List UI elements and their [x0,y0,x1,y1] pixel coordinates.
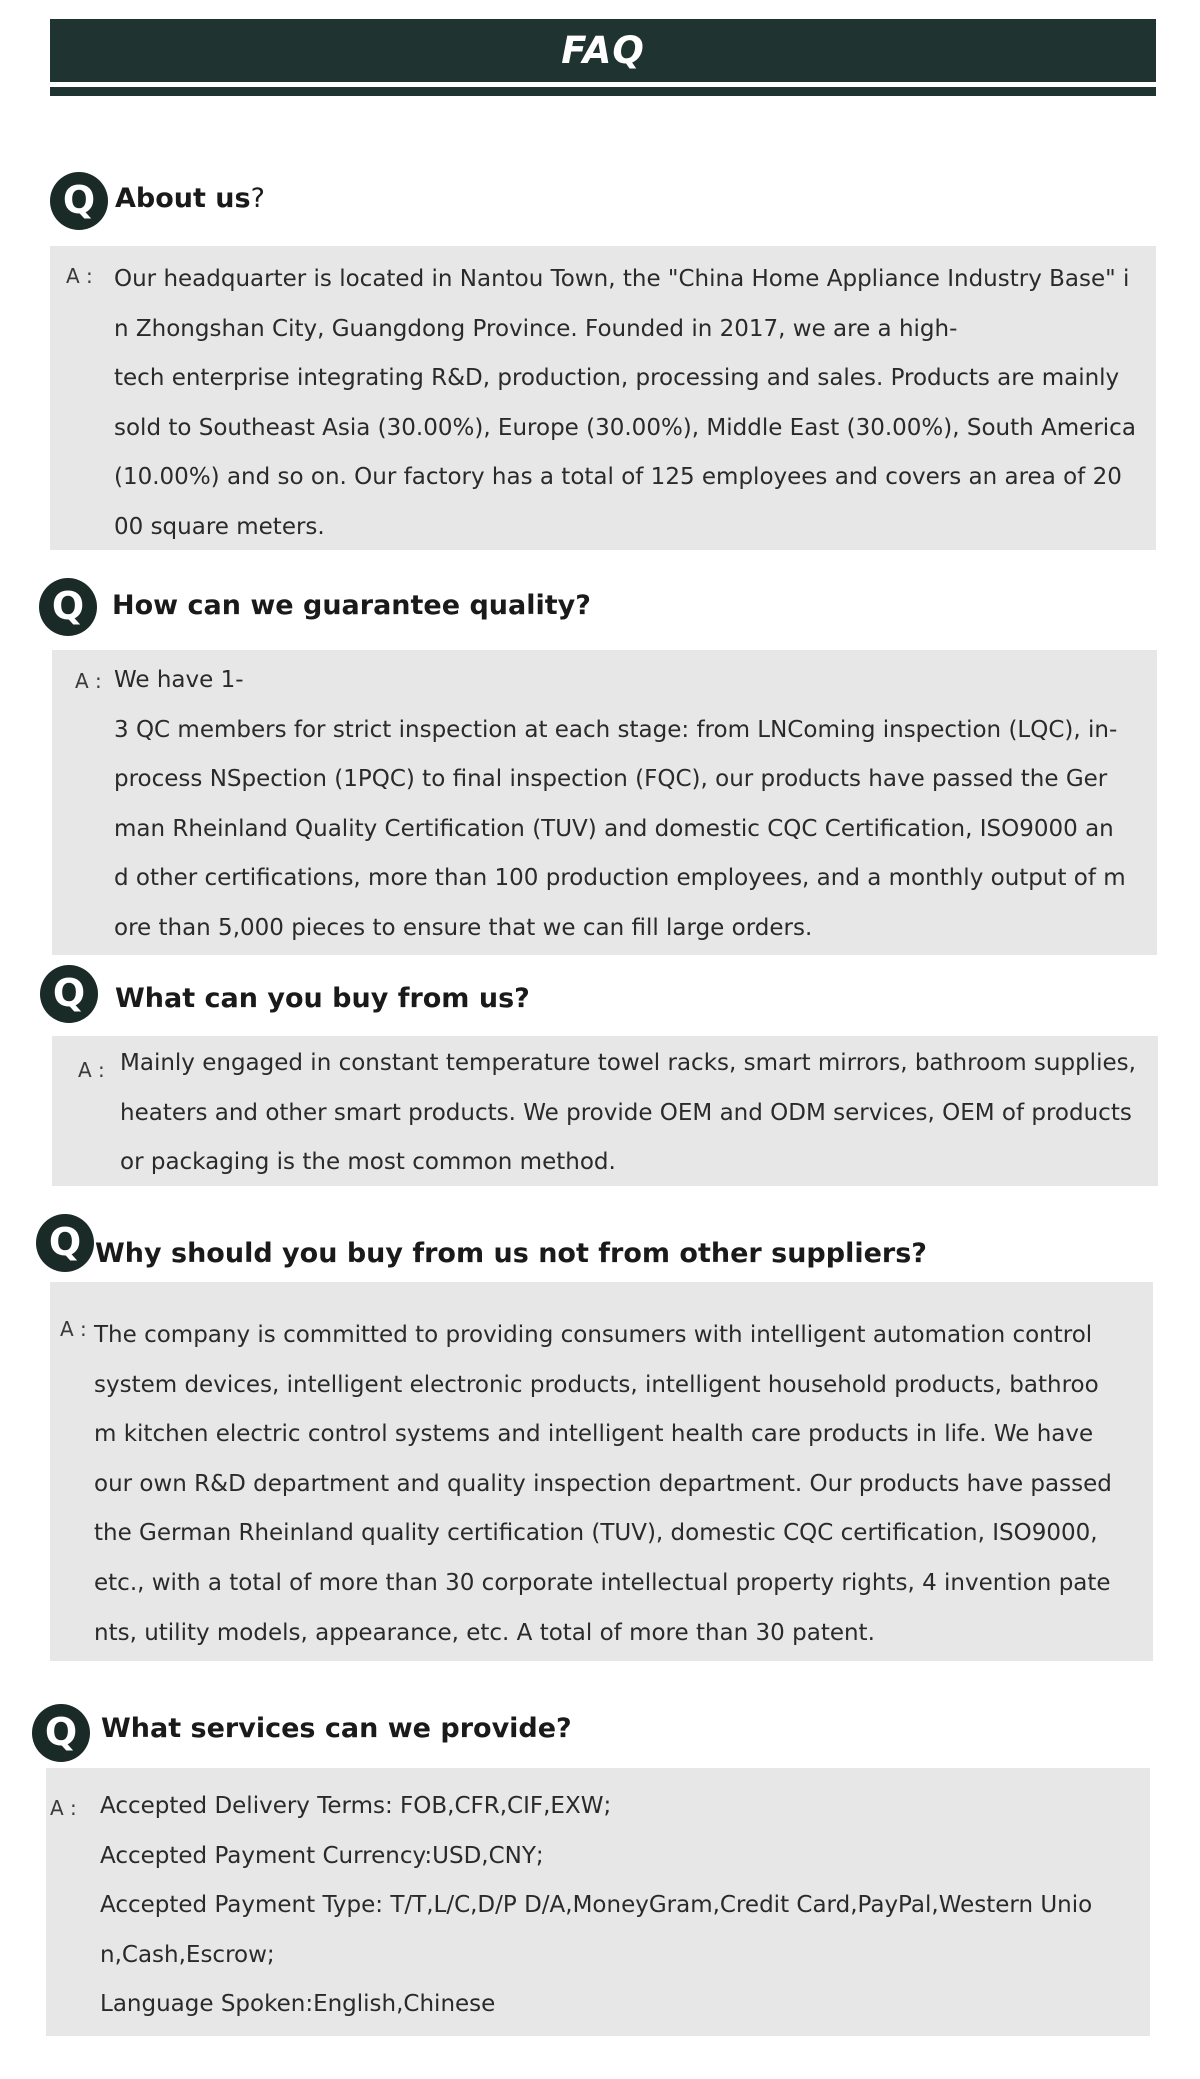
answer-label: A : [66,264,93,288]
faq-question-about-us: About us? [115,183,265,214]
answer-text: Our headquarter is located in Nantou Town, the "China Home Appliance Industry Base" i n Zhongshan City, Guangdong Province. Founded in 2017, we are a high- tech enterprise integrating R&D, production, processing and sales. Products are mainly sold to Southeast Asia (30.00%), Europe (30.00%), Middle East (30.00%), South America (10.00%) and so on. Our factory has a total of 125 employees and covers an area of 20 00 square meters. [114,266,1136,540]
faq-question-products: What can you buy from us? [115,983,530,1014]
header-divider [50,87,1156,96]
answer-label: A : [50,1796,77,1820]
answer-label: A : [78,1058,105,1082]
question-icon: Q [50,172,108,230]
faq-question-why-us: Why should you buy from us not from other suppliers? [95,1238,927,1269]
answer-text: The company is committed to providing consumers with intelligent automation control system devices, intelligent electronic products, intelligent household products, bathroo m kitchen electric control systems and intelligent health care products in life. We have our own R&D department and quality inspection department. Our products have passed the German Rheinland quality certification (TUV), domestic CQC certification, ISO9000, etc., with a total of more than 30 corporate intellectual property rights, 4 invention pate nts, utility models, appearance, etc. A total of more than 30 patent. [94,1322,1112,1646]
question-icon: Q [32,1704,90,1762]
question-icon: Q [39,578,97,636]
page-title: FAQ [561,29,645,72]
faq-header-banner [50,19,1156,82]
question-icon: Q [40,965,98,1023]
faq-question-services: What services can we provide? [101,1713,572,1744]
answer-text: We have 1- 3 QC members for strict inspection at each stage: from LNComing inspection (LQC), in- process NSpection (1PQC) to final inspection (FQC), our products have passed the Ger man Rheinland Quality Certification (TUV) and domestic CQC Certification, ISO9000 an d other certifications, more than 100 production employees, and a monthly output of m ore than 5,000 pieces to ensure that we can fill large orders. [114,667,1126,941]
answer-label: A : [75,669,102,693]
answer-text: Mainly engaged in constant temperature towel racks, smart mirrors, bathroom supplies, heaters and other smart products. We provide OEM and ODM services, OEM of products or packaging is the most common method. [120,1050,1136,1176]
answer-text: Accepted Delivery Terms: FOB,CFR,CIF,EXW; Accepted Payment Currency:USD,CNY; Accepted Payment Type: T/T,L/C,D/P D/A,MoneyGram,Credit Card,PayPal,Western Unio n,Cash,Escrow; Language Spoken:English,Chinese [100,1793,1093,2018]
faq-question-quality: How can we guarantee quality? [112,590,591,621]
answer-label: A : [60,1317,87,1341]
question-icon: Q [36,1214,94,1272]
